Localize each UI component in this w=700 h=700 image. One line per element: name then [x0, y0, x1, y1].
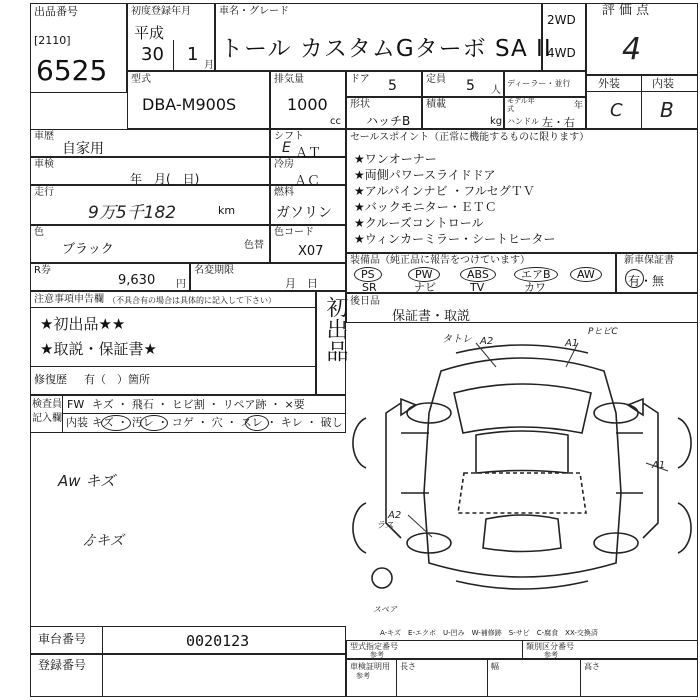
cert-label: 車検証明用 [350, 662, 390, 671]
cert-cell [346, 659, 698, 697]
dealer-label: ディーラー・並行 [507, 79, 571, 88]
history-label: 車歴 [34, 131, 54, 142]
repair-line [30, 366, 316, 367]
notes-title-underline [30, 307, 316, 308]
color-code-label: 色コード [274, 227, 314, 238]
selling-point-6: ★ウィンカーミラー・シートヒーター [354, 232, 556, 246]
selling-point-1: ★ワンオーナー [354, 152, 437, 166]
model-value: DBA-M900S [142, 95, 237, 114]
equip-navi: ナビ [414, 281, 436, 294]
chassis-label: 車台番号 [38, 632, 87, 646]
interior-label: 内装 [652, 77, 674, 90]
repair-label: 修復歴 [34, 373, 67, 386]
fuel-value: ガソリン [276, 205, 332, 221]
equip-aw: AW [570, 267, 602, 282]
inspection-value: 年 月( 日) [130, 172, 200, 186]
recycle-label: R券 [34, 265, 51, 276]
inspector-label-1: 検査員 [32, 399, 62, 410]
handwritten-note-1: Aw キズ [58, 472, 115, 490]
recycle-unit: 円 [176, 279, 186, 290]
displacement-label: 排気量 [274, 74, 304, 85]
diagram-mark-left2: ラス [376, 521, 394, 531]
inspector-interior: 内装 [66, 416, 88, 429]
score-label: 評価点 [602, 3, 654, 18]
equip-tv: TV [470, 281, 485, 294]
height-label: 高さ [584, 662, 600, 671]
handwritten-note-2: ゟキズ [82, 533, 124, 549]
selling-points-title: セールスポイント（正常に機能するものに限ります） [350, 132, 590, 143]
equip-pw: PW [408, 267, 440, 282]
first-reg-label: 初度登録年月 [131, 6, 191, 17]
body-label: 形状 [350, 99, 370, 110]
reg-month-unit: 月 [204, 60, 214, 71]
body-value: ハッチB [366, 114, 411, 128]
category-number-label: 類別区分番号 [526, 642, 574, 651]
model-designation-label: 型式指定番号 [350, 642, 398, 651]
load-label: 積載 [426, 99, 446, 110]
lot-code: [2110] [34, 34, 71, 47]
recycle-cell [30, 263, 190, 291]
notes-line-1: ★初出品★★ [40, 315, 126, 333]
warranty-value: 有・無 [628, 274, 665, 288]
ext-int-divider [641, 75, 642, 129]
name-change-label: 名変期限 [194, 265, 234, 276]
model-year-unit: 年 [574, 101, 584, 111]
drive-4wd: 4WD [547, 46, 576, 60]
cert-divider-3 [580, 659, 581, 697]
score-value: 4 [622, 32, 642, 67]
interior-circle-1 [101, 415, 131, 431]
diagram-mark-top: タトレ [442, 334, 472, 345]
reg-label: 登録番号 [38, 658, 87, 672]
seats-unit: 人 [491, 85, 501, 96]
seats-label: 定員 [426, 74, 446, 85]
doors-value: 5 [388, 78, 397, 94]
color-change-label: 色替 [244, 240, 264, 251]
doors-label: ドア [350, 74, 370, 85]
mileage-unit: km [218, 204, 236, 217]
inspector-row-line [62, 413, 346, 414]
car-name: トール カスタムGターボ SA II [220, 36, 552, 62]
seats-value: 5 [466, 78, 475, 94]
diagram-mark-a2: A2 [480, 336, 494, 347]
designation-divider [522, 640, 523, 659]
exterior-label: 外装 [598, 77, 620, 90]
diagram-mark-a1-top: A1 [565, 338, 579, 349]
inspector-divider [62, 395, 63, 433]
recycle-value: 9,630 [118, 273, 156, 288]
damage-legend: A-キズ E-エクボ U-凹み W-補修跡 S-サビ C-腐食 XX-交換済 [380, 629, 598, 637]
color-value: ブラック [62, 242, 114, 257]
load-unit: kg [490, 116, 503, 127]
shift-note: E [282, 140, 291, 156]
inspector-interior-items: キズ ・ 汚レ ・ コゲ ・ 穴 ・ スレ ・ キレ ・ 破し [92, 416, 343, 429]
interior-circle-2 [140, 415, 168, 431]
equip-ps: PS [354, 267, 382, 282]
warranty-label: 新車保証書 [624, 255, 674, 266]
inspector-exterior-items: キズ ・ 飛石 ・ ヒビ割 ・ リペア跡 ・ ×要 [92, 398, 305, 411]
warranty-circle [625, 269, 644, 288]
car-name-label: 車名・グレード [219, 6, 289, 17]
color-code-value: X07 [298, 244, 324, 259]
model-designation-ref: 参考 [370, 651, 384, 659]
equip-sr: SR [362, 281, 377, 294]
shift-label: シフト [274, 131, 304, 142]
diagram-mark-a2-left: A2 [388, 510, 402, 521]
history-value: 自家用 [62, 141, 104, 157]
displacement-unit: cc [330, 116, 341, 127]
diagram-mark-spare: スペア [373, 605, 397, 614]
after-label: 後日品 [350, 296, 380, 307]
exterior-grade: C [610, 100, 623, 121]
displacement-value: 1000 [287, 95, 328, 114]
mileage-label: 走行 [34, 187, 54, 198]
notes-title: 注意事項申告欄 [34, 294, 104, 305]
equipment-title: 装備品（純正品に報告をつけています） [350, 255, 530, 266]
cert-divider-1 [396, 659, 397, 697]
ac-label: 冷房 [274, 159, 294, 170]
chassis-number: 0020123 [186, 632, 250, 650]
repair-value: 有（ ）箇所 [84, 373, 150, 386]
selling-point-2: ★両側パワースライドドア [354, 168, 496, 182]
ac-value: ＡＣ [294, 174, 321, 189]
color-label: 色 [34, 227, 44, 238]
year-month-divider [173, 40, 174, 71]
interior-circle-3 [245, 415, 269, 431]
model-label: 型式 [131, 74, 151, 85]
inspection-label: 車検 [34, 159, 54, 170]
cert-divider-2 [487, 659, 488, 697]
interior-grade: B [660, 98, 674, 122]
equip-leather: カワ [524, 281, 546, 294]
after-value: 保証書・取説 [392, 309, 471, 324]
name-change-value: 月 日 [285, 277, 318, 290]
cert-ref: 参考 [356, 672, 370, 680]
length-label: 長さ [400, 662, 416, 671]
inspector-label-2: 記入欄 [32, 413, 62, 424]
selling-point-4: ★バックモニター・ＥＴＣ [354, 200, 497, 214]
diagram-mark-a1-right: A1 [652, 460, 666, 471]
diagram-mark-pkb: PヒビC [588, 327, 618, 337]
notes-line-2: ★取説・保証書★ [40, 340, 157, 358]
notes-subtitle: （不具合有の場合は具体的に記入して下さい） [108, 296, 276, 305]
handle-value: 左・右 [542, 116, 575, 129]
model-year-label: モデル年式 [507, 97, 535, 113]
selling-point-3: ★アルパインナビ ・フルセグＴＶ [354, 184, 535, 198]
drive-2wd: 2WD [547, 13, 576, 27]
handle-label: ハンドル [507, 117, 539, 126]
inspector-fw: FW [67, 398, 85, 411]
era: 平成 [134, 24, 165, 42]
shift-value: ＡＴ [295, 146, 322, 161]
selling-point-5: ★クルーズコントロール [354, 216, 484, 230]
reg-month: 1 [187, 44, 199, 65]
category-number-ref: 参考 [544, 651, 558, 659]
ext-int-header-line [586, 91, 698, 92]
reg-year: 30 [141, 44, 164, 65]
mileage-value: 9万5千182 [88, 203, 177, 223]
lot-label: 出品番号 [34, 5, 78, 18]
lot-number: 6525 [36, 54, 108, 87]
equip-airbag: エアB [514, 267, 558, 282]
car-damage-diagram [346, 323, 698, 623]
equip-abs: ABS [460, 267, 496, 282]
fuel-label: 燃料 [274, 187, 294, 198]
width-label: 幅 [491, 662, 499, 671]
first-listing-text: 初出品 [323, 296, 348, 362]
